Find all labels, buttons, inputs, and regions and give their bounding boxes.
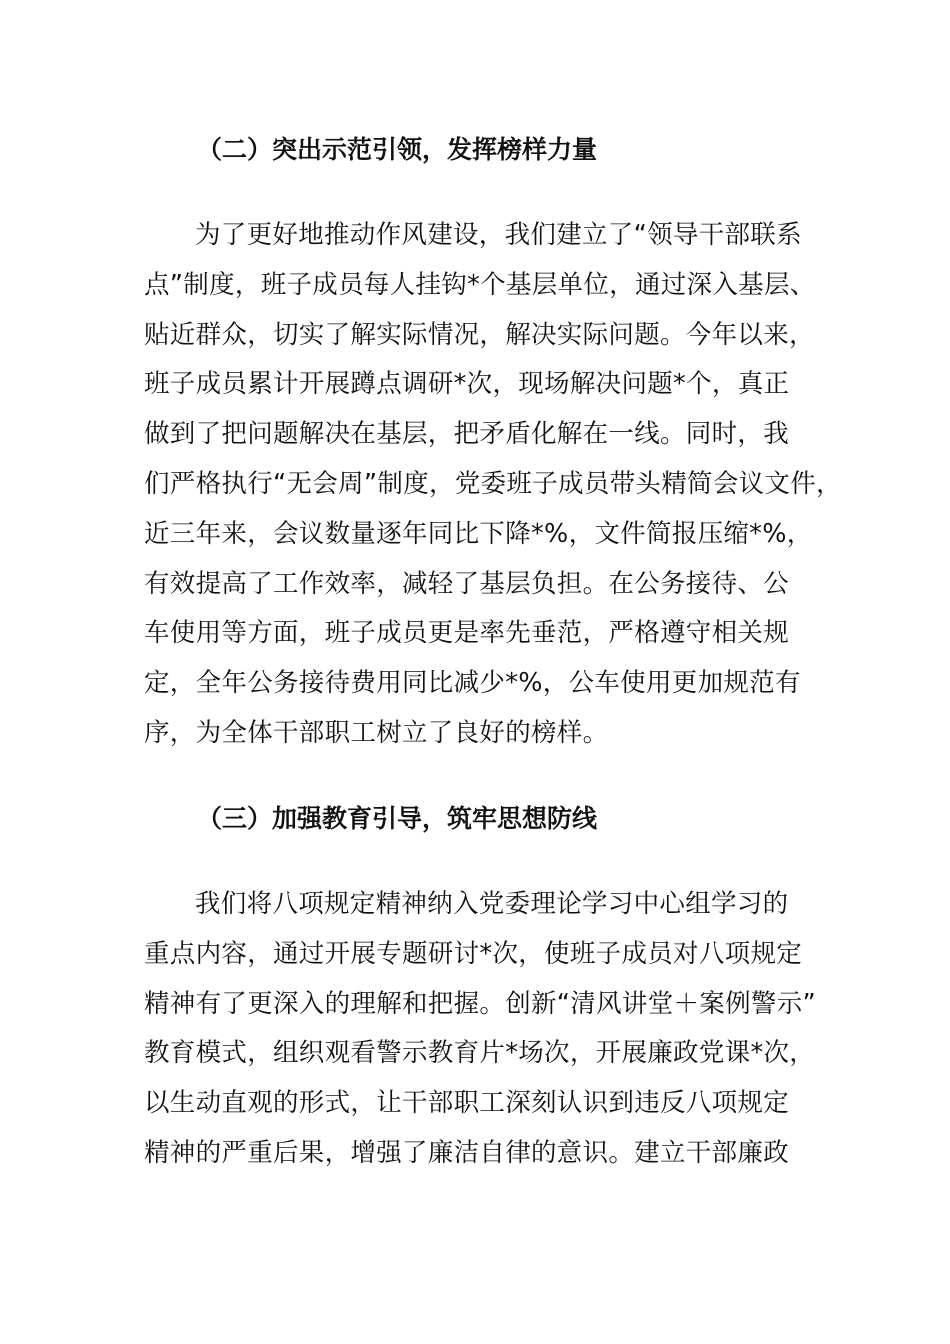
paragraph-line: 点”制度，班子成员每人挂钩*个基层单位，通过深入基层、 xyxy=(144,269,816,300)
paragraph-line: 序，为全体干部职工树立了良好的榜样。 xyxy=(144,717,609,748)
paragraph-line: 有效提高了工作效率，减轻了基层负担。在公务接待、公 xyxy=(144,568,790,599)
section-3-heading: （三）加强教育引导，筑牢思想防线 xyxy=(197,804,598,833)
paragraph-line: 们严格执行“无会周”制度，党委班子成员带头精简会议文件， xyxy=(144,468,842,499)
section-3-paragraph xyxy=(144,880,824,1179)
section-2-paragraph xyxy=(144,211,842,759)
paragraph-line: 我们将八项规定精神纳入党委理论学习中心组学习的 xyxy=(195,889,789,919)
paragraph-line: 车使用等方面，班子成员更是率先垂范，严格遵守相关规 xyxy=(144,618,790,649)
paragraph-line: 教育模式，组织观看警示教育片*场次，开展廉政党课*次， xyxy=(144,1038,816,1069)
paragraph-line: 精神有了更深入的理解和把握。创新“清风讲堂＋案例警示” xyxy=(144,988,817,1019)
paragraph-line: 班子成员累计开展蹲点调研*次，现场解决问题*个，真正 xyxy=(144,369,790,400)
paragraph-line: 重点内容，通过开展专题研讨*次，使班子成员对八项规定 xyxy=(144,938,803,969)
paragraph-line: 做到了把问题解决在基层，把矛盾化解在一线。同时，我 xyxy=(144,419,790,450)
paragraph-line: 贴近群众，切实了解实际情况，解决实际问题。今年以来， xyxy=(144,319,815,350)
section-2-heading: （二）突出示范引领，发挥榜样力量 xyxy=(197,135,598,164)
paragraph-line: 以生动直观的形式，让干部职工深刻认识到违反八项规定 xyxy=(144,1088,790,1119)
paragraph-line: 定，全年公务接待费用同比减少*%，公车使用更加规范有 xyxy=(144,668,801,699)
paragraph-line: 近三年来，会议数量逐年同比下降*%，文件简报压缩*%， xyxy=(144,518,813,549)
paragraph-line: 为了更好地推动作风建设，我们建立了“领导干部联系 xyxy=(195,220,802,250)
paragraph-line: 精神的严重后果，增强了廉洁自律的意识。建立干部廉政 xyxy=(144,1137,790,1168)
